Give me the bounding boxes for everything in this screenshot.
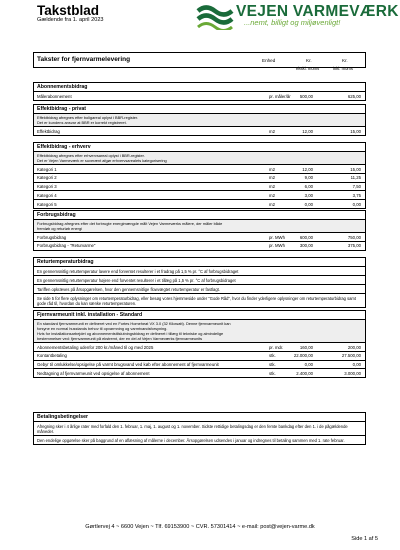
- row-excl: 6,00: [304, 184, 313, 190]
- col-incl-sub: inkl. moms: [333, 66, 354, 71]
- row-unit: pr. MWh: [269, 243, 285, 249]
- row-incl: 0,00: [352, 201, 361, 207]
- desc-line: Det er Vejen Varmeværk er suverænt afgør erhvervsarealets kategorisering: [37, 158, 167, 163]
- row-incl: 750,00: [347, 234, 361, 240]
- section-heading: Abonnementsbidrag: [34, 83, 365, 92]
- logo-tagline: ...nemt, billigt og miljøvenligt!: [244, 18, 341, 27]
- col-excl-sub: ekskl. moms: [296, 66, 320, 71]
- desc-line: Effektbidrag afregnes efter erhvervsareal oplyst i BBR-register.: [37, 153, 145, 158]
- logo-name: VEJEN VARMEVÆRK: [236, 3, 399, 20]
- row-label: Effektbidrag: [37, 128, 60, 134]
- table-row: [34, 361, 365, 370]
- col-incl-header: Kr.: [342, 58, 348, 63]
- desc-line: bestemmelser ved: fjernvarmeunit på ekstremt, der en del af Vejen Varmeværks fjernvarmeunits: [37, 336, 203, 341]
- row-unit: m2: [269, 192, 275, 198]
- section-heading: Effektbidrag - erhverv: [34, 143, 365, 152]
- desc-line: forsyne en normal husstands behov til opvarmning og varmtvandsforsyning.: [37, 326, 168, 331]
- row-label: Kategori 2: [37, 175, 57, 181]
- row-incl: 15,00: [350, 166, 361, 172]
- desc-line: Forbrugsbidrag afregnes efter det forbrugte energimængde målt Vejen Varmeværks målere, der måler både: [37, 221, 223, 226]
- table-row: [34, 242, 365, 250]
- row-excl: 500,00: [299, 93, 313, 99]
- row-label: Kategori 1: [37, 166, 57, 172]
- row-excl: 2.400,00: [296, 370, 313, 376]
- row-unit: pr. MWh: [269, 234, 285, 240]
- row-incl: 625,00: [347, 93, 361, 99]
- row-excl: 0,00: [304, 362, 313, 368]
- col-unit-header: Enhed: [262, 58, 276, 63]
- row-excl: 0,00: [304, 201, 313, 207]
- retur-paragraph: En gennemsnitlig returtemperatur højere end forventet resulterer i et tillæg på 1,5 % pr. °C af forbrugsbidraget: [34, 276, 365, 285]
- row-unit: m2: [269, 166, 275, 172]
- row-excl: 12,00: [302, 128, 313, 134]
- section-effekt-erhverv: [33, 142, 366, 209]
- row-label: Abonnementsbetaling udenfor 200 kr./måned til og med 2025: [37, 344, 154, 350]
- col-excl-header: Kr.: [306, 58, 312, 63]
- section-heading: Returtemperaturbidrag: [34, 258, 365, 267]
- desc-line: Hvis for installationsarbejdet og abonnementstilslutningsbidrag er defineret i tillæg til tekniske og almindelige: [37, 331, 224, 336]
- table-row: [34, 127, 365, 135]
- row-excl: 300,00: [299, 243, 313, 249]
- row-incl: 27.500,00: [341, 353, 361, 359]
- section-description: [34, 220, 365, 233]
- row-unit: m2: [269, 201, 275, 207]
- row-unit: pr. måler/år: [269, 93, 291, 99]
- table-row: [34, 92, 365, 100]
- row-incl: 200,00: [347, 344, 361, 350]
- row-unit: stk.: [269, 353, 276, 359]
- row-label: Gebyr til omlukkelse/opsigelse på varmt brugsvand ved køb efter abonnement af fjernvarmeunit: [37, 362, 219, 368]
- main-title: Takster for fjernvarmelevering: [37, 56, 131, 63]
- section-betaling: [33, 412, 366, 445]
- row-label: Kategori 5: [37, 201, 57, 207]
- betaling-paragraph: Den endelige opgørelse sker på baggrund af en aflæsning af målerne i december. Årsopgørelsen udsendes i januar og indregnes til betaling sammen med 1. rate februar.: [37, 437, 345, 443]
- desc-line: Det er kundens ansvar at BBR er korrekt registreret.: [37, 120, 127, 125]
- row-label: Kategori 4: [37, 192, 57, 198]
- section-heading: Forbrugsbidrag: [34, 211, 365, 220]
- row-label: Målerabonnement: [37, 93, 72, 99]
- section-heading: Effektbidrag - privat: [34, 105, 365, 114]
- row-unit: stk.: [269, 370, 276, 376]
- row-unit: stk.: [269, 362, 276, 368]
- page-title: Takstblad: [37, 3, 100, 18]
- section-forbrug: [33, 210, 366, 251]
- retur-paragraph: En gennemsnitlig returtemperatur lavere end forventet resulterer i et fradrag på 1,5 % pr. °C af forbrugsbidraget: [34, 267, 365, 276]
- row-excl: 600,00: [299, 234, 313, 240]
- row-unit: m2: [269, 184, 275, 190]
- betaling-paragraph: Afregning sker i 4 årlige rater med forfald den 1. februar, 1. maj, 1. august og 1. november. Sidste rettidige betalingsdag er den femte bankdag efter den 1. i de pågældende måneder.: [34, 422, 365, 436]
- row-excl: 3,00: [304, 192, 313, 198]
- row-excl: 160,00: [299, 344, 313, 350]
- section-abonnement: [33, 82, 366, 101]
- row-unit: m2: [269, 175, 275, 181]
- page-number: Side 1 af 5: [351, 536, 378, 542]
- retur-paragraph: Tariffen opkræves på årsopgørelsen, hvor den gennemsnitlige flowvægtet returtemperatur er fastlagt.: [34, 285, 365, 294]
- section-installation: [33, 310, 366, 378]
- section-heading: Fjernvarmeunit inkl. installation - Standard: [34, 311, 365, 320]
- valid-from: Gældende fra 1. april 2023: [37, 17, 104, 23]
- wave-logo-icon: [196, 4, 234, 30]
- table-row: [34, 183, 365, 192]
- table-row: [34, 352, 365, 361]
- row-label: Forbrugsbidrag: [37, 234, 67, 240]
- table-row: [34, 191, 365, 200]
- row-excl: 9,00: [304, 175, 313, 181]
- table-row: [34, 233, 365, 242]
- row-excl: 22.000,00: [293, 353, 313, 359]
- row-incl: 11,25: [350, 175, 361, 181]
- section-description: [34, 114, 365, 127]
- section-effekt-privat: [33, 104, 366, 136]
- table-row: [34, 165, 365, 174]
- section-description: [34, 320, 365, 343]
- section-description: [34, 152, 365, 165]
- table-row: [34, 174, 365, 183]
- row-unit: m2: [269, 128, 275, 134]
- row-incl: 375,00: [347, 243, 361, 249]
- table-row: [34, 369, 365, 377]
- table-row: [34, 200, 365, 208]
- table-row: [34, 343, 365, 352]
- row-label: Kontantbetaling: [37, 353, 67, 359]
- row-incl: 0,00: [352, 362, 361, 368]
- section-retur: [33, 257, 366, 308]
- desc-line: En standard fjernvarmeunit er defineret ved en Fortes Homeheat VX 3.0 (32 Kilowatt). Denne fjernvarmeunit kan: [37, 321, 231, 326]
- retur-paragraph: Se side 5 for flere oplysninger om returtemperaturbidrag, eller besøg vores hjemmeside under "Gode Råd", hvor du finder yderligere oplysninger om returtemperaturbidrag samt gode råd til, hvordan du kan sænke returtemperaturen.: [37, 295, 356, 306]
- row-label: Kategori 3: [37, 184, 57, 190]
- section-heading: Betalingsbetingelser: [34, 413, 365, 422]
- desc-line: fremløb og returløb energi: [37, 226, 82, 231]
- row-incl: 3.000,00: [344, 370, 361, 376]
- row-unit: pr. mdr.: [269, 344, 284, 350]
- row-incl: 7,50: [352, 184, 361, 190]
- row-label: Nedtagning af fjernvarmeunit ved opsigelse af abonnement: [37, 370, 150, 376]
- row-label: Forbrugsbidrag - "Returvarme": [37, 243, 96, 249]
- row-incl: 15,00: [350, 128, 361, 134]
- row-incl: 3,75: [352, 192, 361, 198]
- footer-address: Gørtlervej 4 ~ 6600 Vejen ~ Tlf. 69153900 ~ CVR. 57301414 ~ e-mail: post@vejen-varme.dk: [85, 524, 315, 530]
- row-excl: 12,00: [302, 166, 313, 172]
- desc-line: Effektbidrag afregnes efter boligareal oplyst i BBR-register.: [37, 115, 139, 120]
